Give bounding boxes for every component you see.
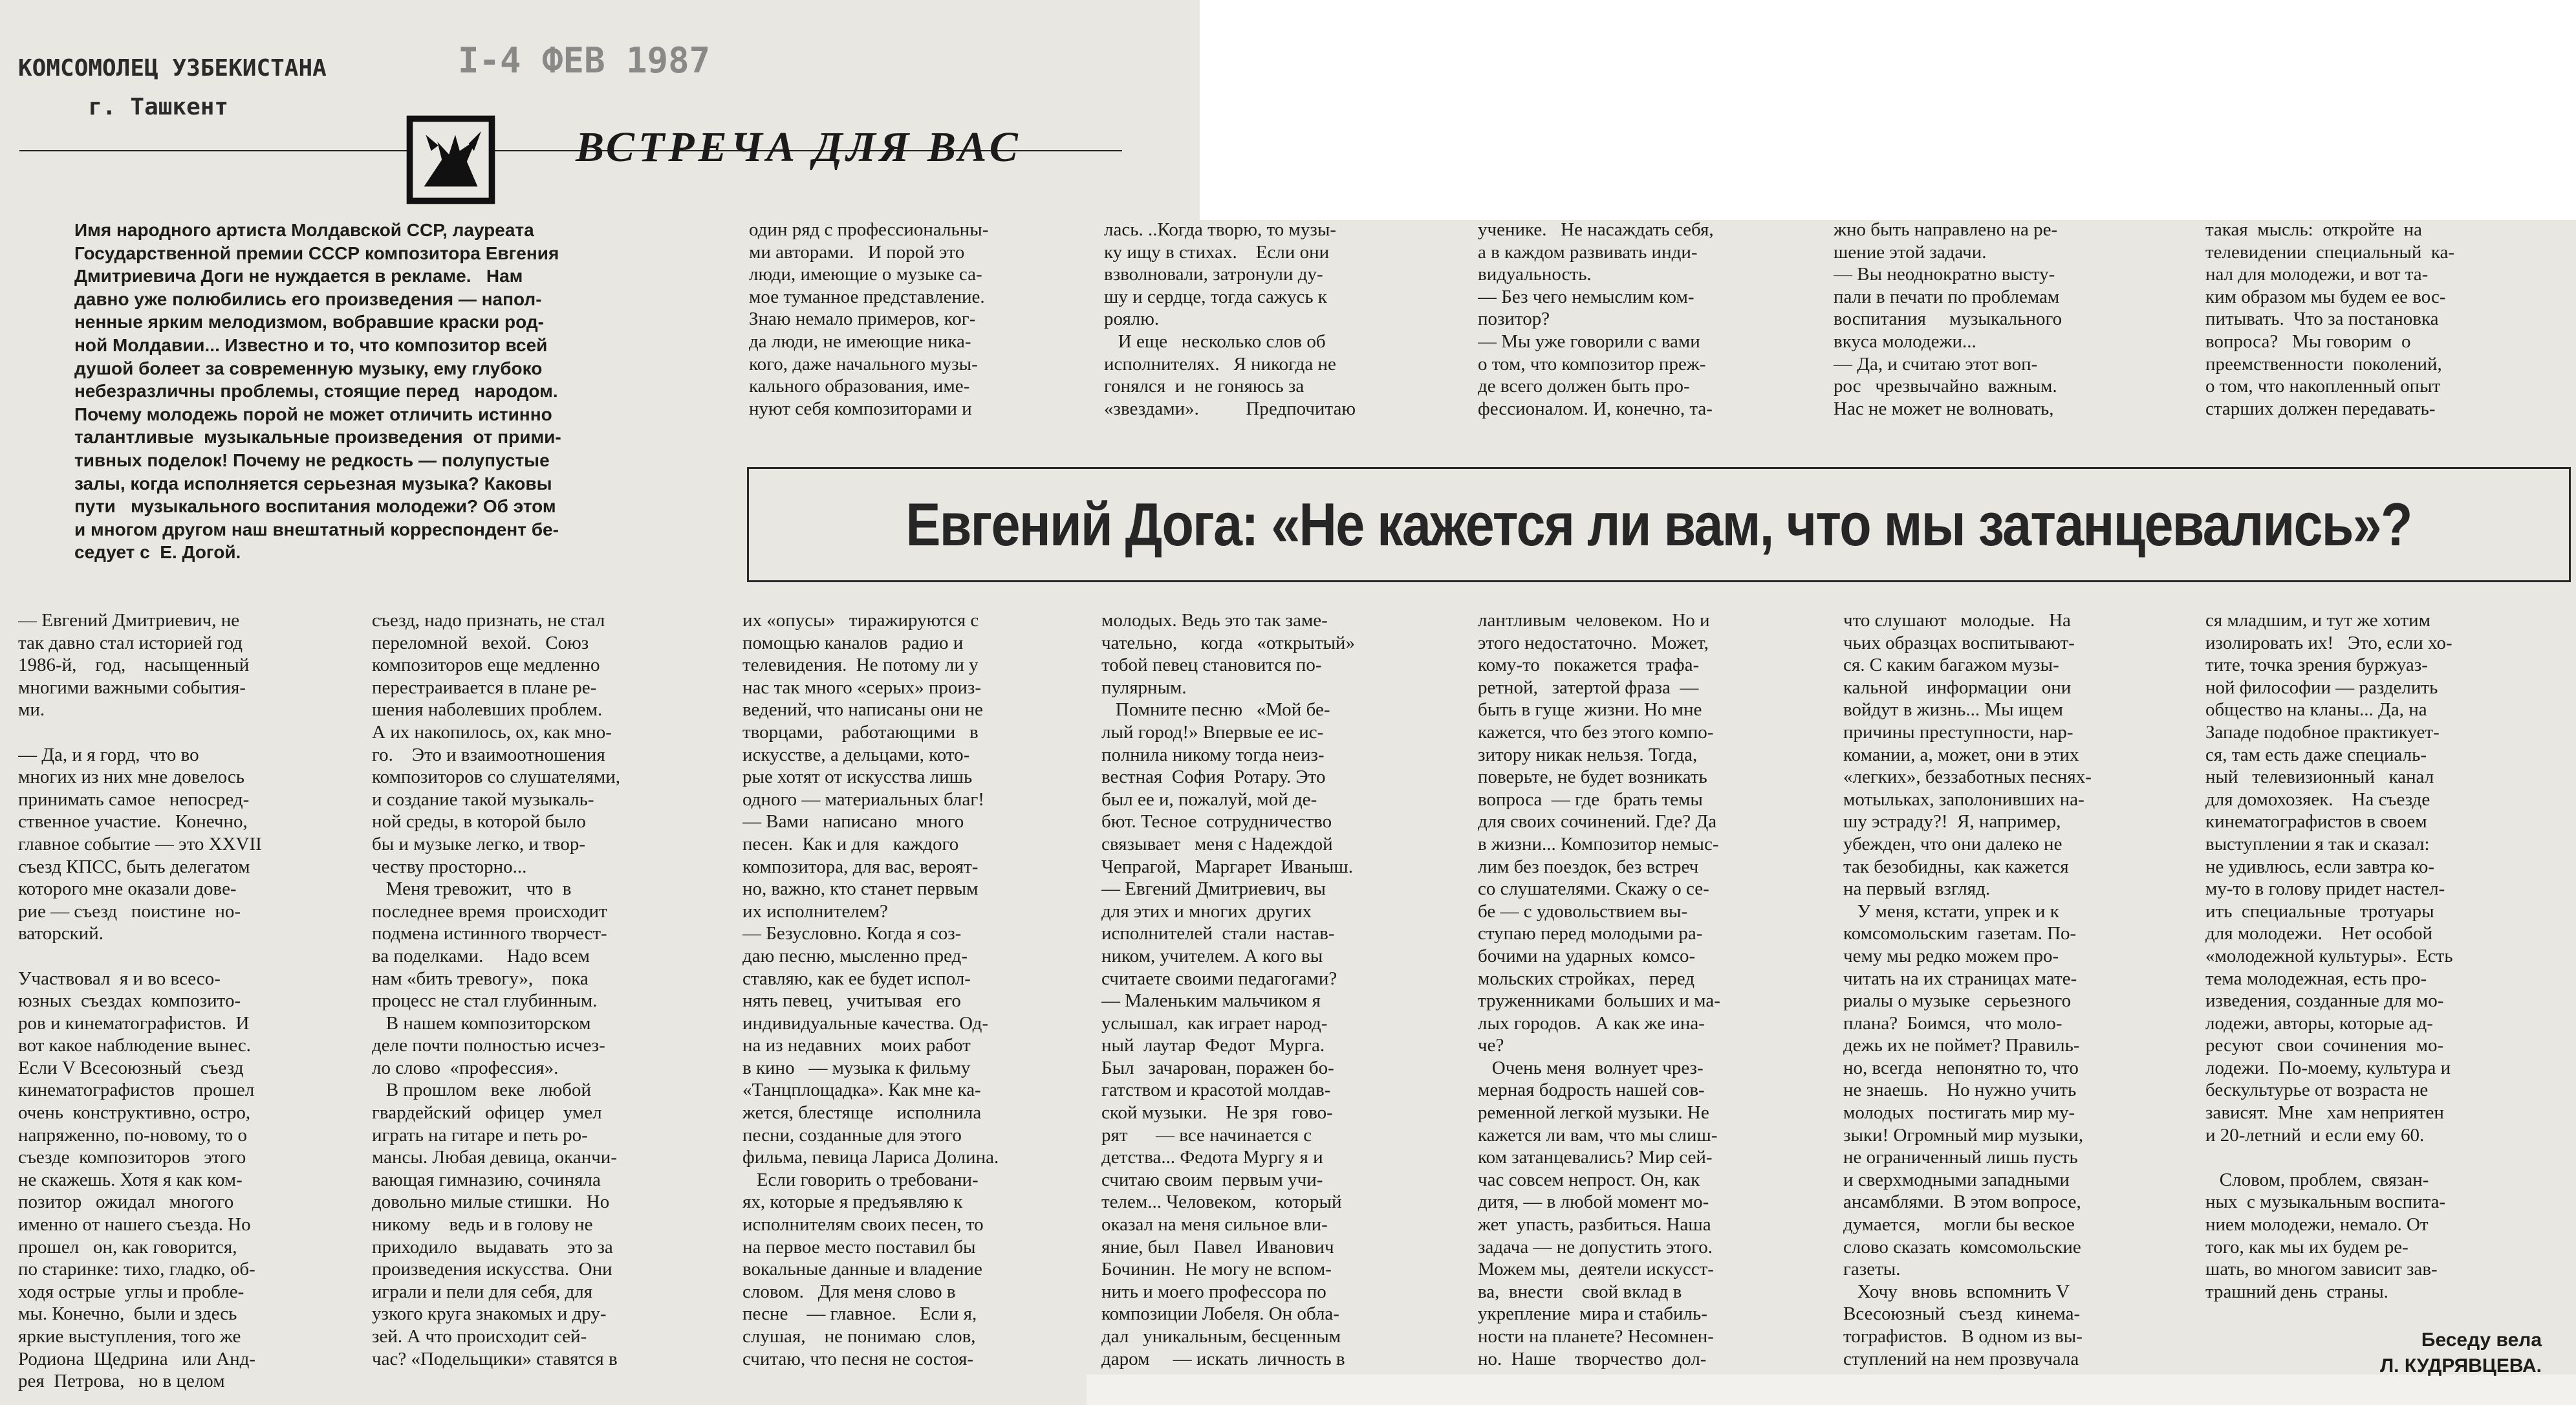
headline: Евгений Дога: «Не кажется ли вам, что мы затанцевались»? xyxy=(905,490,2412,558)
column-5-top: ученике. Не насаждать себя, а в каждом развивать инди- видуальность. — Без чего немыслим ком- позитор? — Мы уже говорили с вами о том, что композитор преж- де всего должен быть про- фессионалом. И, конечно, та- xyxy=(1478,219,1714,419)
column-4: молодых. Ведь это так заме- чательно, когда «открытый» тобой певец становится по- пулярным. Помните песню «Мой бе- лый город!» Впервые ее ис- полнила никому тогда неиз- вестная София Ротару. Это был ее и, пожалуй, мой де- бют. Тесное сотрудничество связывает меня с Надеждой Чепрагой, Маргарет Иваныш. — Евгений Дмитриевич, вы для этих и многих других исполнителей стали настав- ником, учителем. А кого вы считаете своими педагогами? — Маленьким мальчиком я услышал, как играет народ- ный лаутар Федот Мурга. Был зачарован, поражен бо- гатством и красотой молдав- ской музыки. Не зря гово- рят — все начинается с детства... Федота Мургу я и считаю своим первым учи- телем... Человеком, который оказал на меня сильное вли- яние, был Павел Иванович Бочинин. Не могу не вспом- нить и моего профессора по композиции Лобеля. Он обла- дал уникальным, бесценным даром — искать личность в xyxy=(1101,610,1355,1369)
column-4-top: лась. ..Когда творю, то музы- ку ищу в стихах. Если они взволновали, затронули ду- шу и сердце, тогда сажусь к роялю. И еще несколько слов об исполнителях. Я никогда не гонялся и не гоняюсь за «звездами». Предпочитаю xyxy=(1104,219,1356,419)
column-1: — Евгений Дмитриевич, не так давно стал историей год 1986-й, год, насыщенный многими важными события- ми. — Да, и я горд, что во многих из них мне довелось принимать самое непосред- ственное участие. Конечно, главное событие — это XXVII съезд КПСС, быть делегатом которого мне оказали дове- рие — съезд поистине но- ваторский. Участвовал я и во всесо- юзных съездах композито- ров и кинематографистов. И вот какое наблюдение вынес. Если V Всесоюзный съезд кинематографистов прошел очень конструктивно, остро, напряженно, по-новому, то о съезде композиторов этого не скажешь. Хотя я как ком- позитор ожидал многого именно от нашего съезда. Но прошел он, как говорится, по старинке: тихо, гладко, об- ходя острые углы и пробле- мы. Конечно, были и здесь яркие выступления, того же Родиона Щедрина или Анд- рея Петрова, но в целом xyxy=(18,610,262,1392)
byline xyxy=(2289,1327,2542,1379)
column-3-top: один ряд с профессиональны- ми авторами. И порой это люди, имеющие о музыке са- мое туманное представление. Знаю немало примеров, ког- да люди, не имеющие ника- кого, даже начального музы- кального образования, име- нуют себя композиторами и xyxy=(749,219,989,419)
byline-label: Беседу вела xyxy=(2421,1329,2542,1351)
scan-background xyxy=(1200,0,2576,220)
column-7-top: такая мысль: откройте на телевидении специальный ка- нал для молодежи, и вот та- ким образом мы будем ее вос- питывать. Что за постановка вопроса? Мы говорим о преемственности поколений, о том, что накопленный опыт старших должен передавать- xyxy=(2205,219,2455,419)
date-stamp: I-4 ФЕВ 1987 xyxy=(458,40,711,81)
column-6-top: жно быть направлено на ре- шение этой задачи. — Вы неоднократно высту- пали в печати по проблемам воспитания музыкального вкуса молодежи... — Да, и считаю этот воп- рос чрезвычайно важным. Нас не может не волновать, xyxy=(1834,219,2062,419)
source-stamp: КОМСОМОЛЕЦ УЗБЕКИСТАНА г. Ташкент xyxy=(18,55,327,120)
column-5: лантливым человеком. Но и этого недостаточно. Может, кому-то покажется трафа- ретной, затертой фраза — быть в гуще жизни. Но мне кажется, что без этого компо- зитору никак нельзя. Тогда, поверьте, не будет возникать вопроса — где брать темы для своих сочинений. Где? Да в жизни... Композитор немыс- лим без поездок, без встреч со слушателями. Скажу о се- бе — с удовольствием вы- ступаю перед молодыми ра- бочими на ударных комсо- мольских стройках, перед труженниками больших и ма- лых городов. А как же ина- че? Очень меня волнует чрез- мерная бодрость нашей сов- ременной легкой музыки. Не кажется ли вам, что мы слиш- ком затанцевались? Мир сей- час совсем непрост. Он, как дитя, — в любой момент мо- жет упасть, разбиться. Наша задача — не допустить этого. Можем мы, деятели искусст- ва, внести свой вклад в укрепление мира и стабиль- ности на планете? Несомнен- но. Наше творчество дол- xyxy=(1478,610,1720,1369)
column-7: ся младшим, и тут же хотим изолировать их! Это, если хо- тите, точка зрения буржуаз- ной философии — разделить общество на кланы... Да, на Западе подобное практикует- ся, там есть даже специаль- ный телевизионный канал для домохозяек. На съезде кинематографистов в своем выступлении я так и сказал: не удивлюсь, если завтра ко- му-то в голову придет настел- ить специальные тротуары для молодежи. Нет особой «молодежной культуры». Есть тема молодежная, есть про- изведения, созданные для мо- лодежи, авторы, которые ад- ресуют свои сочинения мо- лодежи. По-моему, культура и бескультурье от возраста не зависят. Мне хам неприятен и 20-летний и если ему 60. Словом, проблем, связан- ных с музыкальным воспита- нием молодежи, немало. От того, как мы их будем ре- шать, во многом зависит зав- трашний день страны. xyxy=(2205,610,2453,1302)
article-lead: Имя народного артиста Молдавской ССР, лауреата Государственной премии СССР композитора Евгения Дмитриевича Доги не нуждается в рекламе. Нам давно уже полюбились его произведения — напол- ненные ярким мелодизмом, вобравшие краски род- ной Молдавии... Известно и то, что композитор всей душой болеет за современную музыку, ему глубоко небезразличны проблемы, стоящие перед народом. Почему молодежь порой не может отличить истинно талантливые музыкальные произведения от прими- тивных поделок! Почему не редкость — полупустые залы, когда исполняется серьезная музыка? Каковы пути музыкального воспитания молодежи? Об этом и многом другом наш внештатный корреспондент бе- седует с Е. Догой. xyxy=(74,220,561,563)
column-6: что слушают молодые. На чьих образцах воспитывают- ся. С каким багажом музы- кальной информации они войдут в жизнь... Мы ищем причины преступности, нар- комании, а, может, они в этих «легких», беззаботных песнях- мотыльках, заполонивших на- шу эстраду?! Я, например, убежден, что они далеко не так безобидны, как кажется на первый взгляд. У меня, кстати, упрек и к комсомольским газетам. По- чему мы редко можем про- читать на их страницах мате- риалы о музыке серьезного плана? Боимся, что моло- дежь их не поймет? Правиль- но, всегда непонятно то, что не знаешь. Но нужно учить молодых постигать мир му- зыки! Огромный мир музыки, не ограниченный лишь пусть и сверхмодными западными ансамблями. В этом вопросе, думается, могли бы веское слово сказать комсомольские газеты. Хочу вновь вспомнить V Всесоюзный съезд кинема- тографистов. В одном из вы- ступлений на нем прозвучала xyxy=(1843,610,2092,1369)
deer-logo-icon xyxy=(406,115,495,204)
rubric-title: ВСТРЕЧА ДЛЯ ВАС xyxy=(576,124,1022,171)
headline-box xyxy=(747,467,2571,582)
byline-author: Л. КУДРЯВЦЕВА. xyxy=(2380,1355,2542,1377)
column-2: съезд, надо признать, не стал переломной вехой. Союз композиторов еще медленно перестраивается в плане ре- шения наболевших проблем. А их накопилось, ох, как мно- го. Это и взаимоотношения композиторов со слушателями, и создание такой музыкаль- ной среды, в которой было бы и музыке легко, и твор- честву просторно... Меня тревожит, что в последнее время происходит подмена истинного творчест- ва поделками. Надо всем нам «бить тревогу», пока процесс не стал глубинным. В нашем композиторском деле почти полностью исчез- ло слово «профессия». В прошлом веке любой гвардейский офицер умел играть на гитаре и петь ро- мансы. Любая девица, оканчи- вающая гимназию, сочиняла довольно милые стишки. Но никому ведь и в голову не приходило выдавать это за произведения искусства. Они играли и пели для себя, для узкого круга знакомых и дру- зей. А что происходит сей- час? «Подельщики» ставятся в xyxy=(372,610,621,1369)
column-3: их «опусы» тиражируются с помощью каналов радио и телевидения. Не потому ли у нас так много «серых» произ- ведений, что написаны они не творцами, работающими в искусстве, а дельцами, кото- рые хотят от искусства лишь одного — материальных благ! — Вами написано много песен. Как и для каждого композитора, для вас, вероят- но, важно, кто станет первым их исполнителем? — Безусловно. Когда я соз- даю песню, мысленно пред- ставляю, как ее будет испол- нять певец, учитывая его индивидуальные качества. Од- на из недавних моих работ в кино — музыка к фильму «Танцплощадка». Как мне ка- жется, блестяще исполнила песни, созданные для этого фильма, певица Лариса Долина. Если говорить о требовани- ях, которые я предъявляю к исполнителям своих песен, то на первое место поставил бы вокальные данные и владение словом. Для меня слово в песне — главное. Если я, слушая, не понимаю слов, считаю, что песня не состоя- xyxy=(742,610,999,1369)
